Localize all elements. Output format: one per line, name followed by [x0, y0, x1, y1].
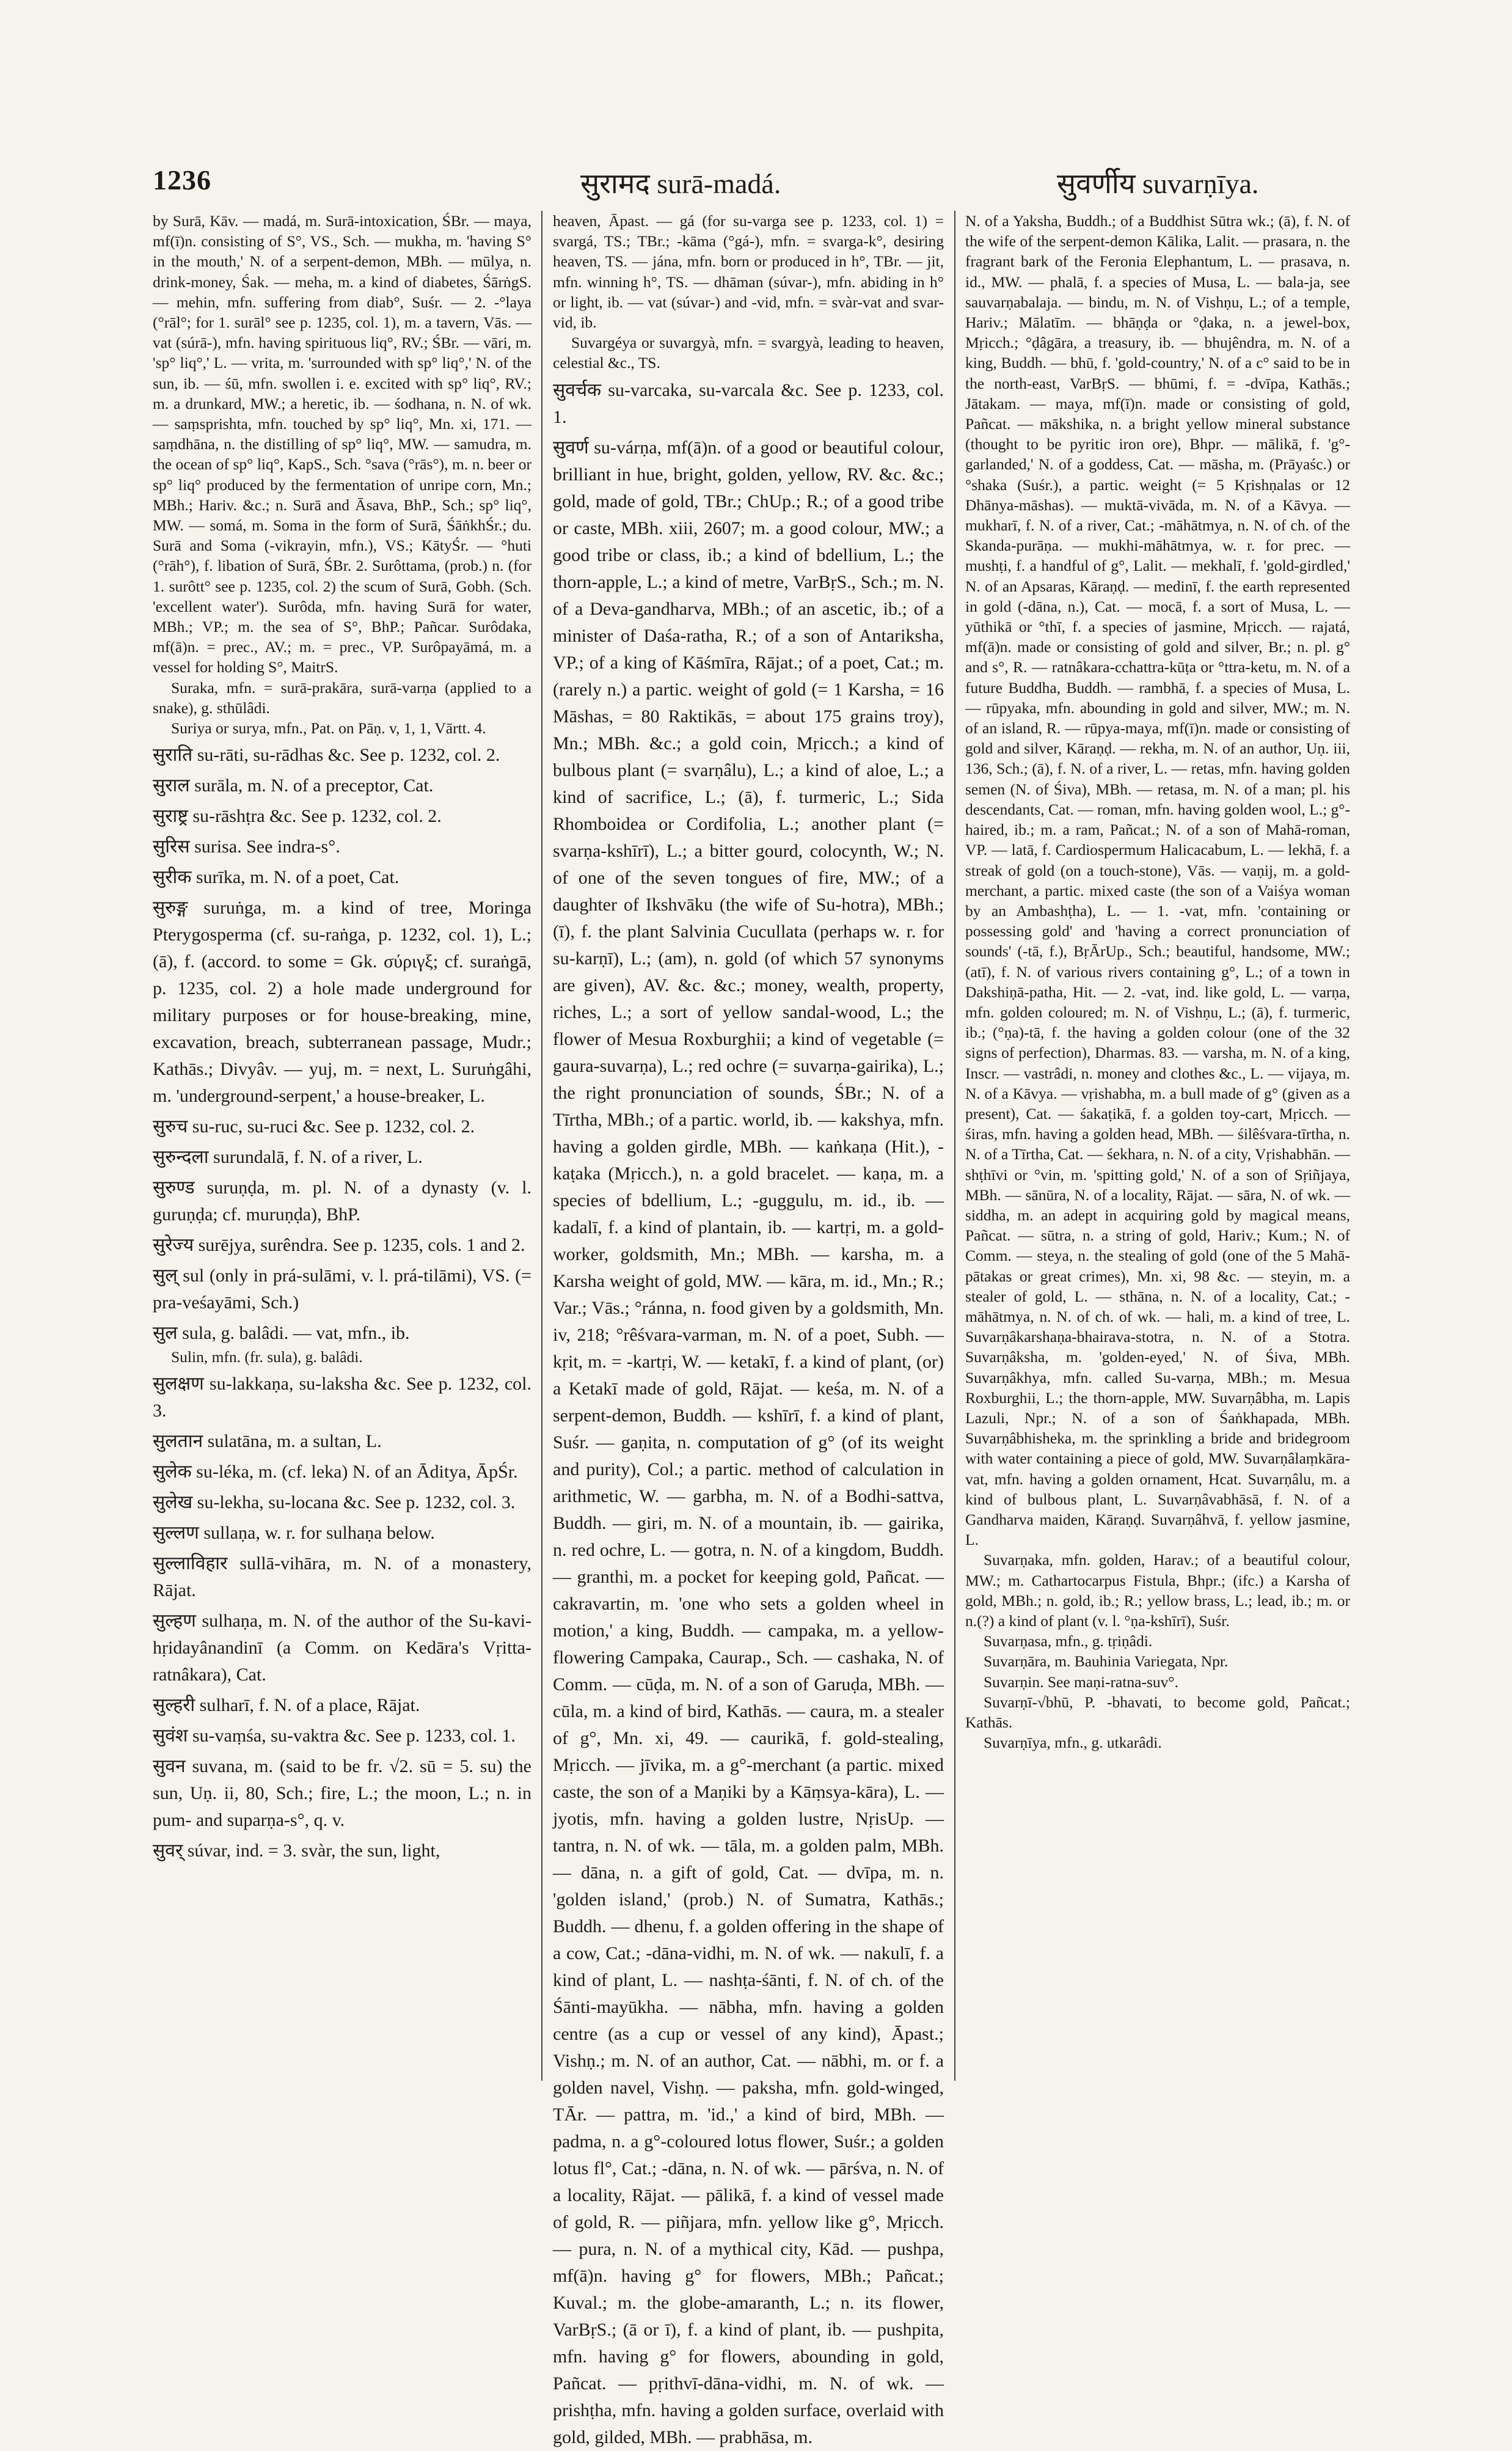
left-running-head: सुरामद surā-madá.	[580, 168, 781, 199]
column-1	[153, 211, 531, 2081]
dictionary-entry: Suvarṇin. See maṇi-ratna-suv°.	[984, 1672, 1178, 1691]
dictionary-entry: Suvarṇīya, mfn., g. utkarâdi.	[984, 1734, 1162, 1752]
dictionary-entry: सुरेज्य surējya, surêndra. See p. 1235, cols. 1 and 2.	[153, 1235, 525, 1256]
dictionary-entry: N. of a Yaksha, Buddh.; of a Buddhist Sūtra wk.; (ā), f. N. of the wife of the serpent-demon Kālika, Lalit. — prasara, n. the fragrant bark of the Feronia Elephantum, L. — prasava, n. id., MW. — phalā, f. a species of Musa, L. — bala-ja, see sauvarṇabalaja. — bindu, m. N. of Vishṇu, L.; of a temple, Hariv.; Mālatīm. — bhāṇḍa or °ḍaka, n. a jewel-box, Mṛicch.; °ḍâgāra, a treasury, ib. — bhujêndra, m. N. of a king, Buddh. — bhū, f. 'gold-country,' N. of a c° said to be in the north-east, VarBṛS. — bhūmi, f. = -dvīpa, Kathās.; Jātakam. — maya, mf(ī)n. made or consisting of gold, Pañcat. — mākshika, n. a bright yellow mineral substance (thought to be pyritic iron ore), Bhpr. — mālikā, f. 'g°-garlanded,' N. of a goddess, Cat. — māsha, m. (Prāyaśc.) or °shaka (Suśr.), a partic. weight (= 5 Kṛishṇalas or 12 Dhānya-māshas). — muktā-vivāda, m. N. of a Kāvya. — mukharī, f. N. of a river, Cat.; -māhātmya, n. N. of ch. of the Skanda-purāṇa. — mukhi-māhātmya, w. r. for prec. — mushṭi, f. a handful of g°, Lalit. — mekhalī, f. 'gold-girdled,' N. of an Apsaras, Kāraṇḍ. — medinī, f. the earth represented in gold (-dāna, n.), Cat. — mocā, f. a sort of Musa, L. — yūthikā or °thī, f. a species of jasmine, Mṛicch. — rajatá, mf(ā)n. made or consisting of gold and silver, Br.; n. pl. g° and s°, R. — ratnâkara-cchattra-kūṭa or °ttra-ketu, m. N. of a future Buddha, Buddh. — rambhā, f. a species of Musa, L. — rūpyaka, mfn. abounding in gold and silver, MW.; m. N. of an island, R. — rūpya-maya, mf(ī)n. made or consisting of gold and silver, Kāraṇḍ. — rekha, m. N. of an author, Uṇ. iii, 136, Sch.; (ā), f. N. of a river, L. — retas, mfn. having golden semen (N. of Śiva), MBh. — retasa, m. N. of a man; pl. his descendants, Cat. — roman, mfn. having golden wool, L.; g°-haired, ib.; m. a ram, Pañcat.; N. of a son of Mahā-roman, VP. — latā, f. Cardiospermum Halicacabum, L. — lekhā, f. a streak of gold (on a touch-stone), Vās. — vaṇij, m. a gold-merchant, a partic. mixed caste (the son of a Vaiśya woman by an Ambashṭha), L. — 1. -vat, mfn. 'containing or possessing gold' and 'having a correct pronunciation of sounds' (-tā, f.), BṛĀrUp., Sch.; beautiful, handsome, MW.; (atī), f. N. of various rivers containing g°, L.; of a town in Dakshiṇā-patha, Hit. — 2. -vat, ind. like gold, L. — varṇa, mfn. golden coloured; m. N. of Vishṇu, L.; (ā), f. turmeric, ib.; (°ṇa)-tā, f. the having a golden colour (one of the 32 signs of perfection), Dharmas. 83. — varsha, m. N. of a king, Inscr. — vastrâdi, n. money and clothes &c., L. — vijaya, m. N. of a Kāvya. — vṛishabha, m. a bull made of g° (given as a present), Cat. — śakaṭikā, f. a golden toy-cart, Mṛicch. — śiras, mfn. having a golden head, MBh. — śilêśvara-tīrtha, n. N. of a Tīrtha, Cat. — śekhara, n. N. of a city, Vṛishabhān. — shṭhīvi or °vin, m. 'spitting gold,' N. of a son of Sṛiñjaya, MBh. — sānūra, N. of a locality, Rājat. — sāra, N. of wk. — siddha, m. an adept in acquiring gold by magical means, Pañcat. — sūtra, n. a string of gold, Hariv.; Kum.; N. of Comm. — steya, n. the stealing of gold (one of the 5 Mahā-pātakas or great crimes), Mn. xi, 98 &c. — steyin, m. a stealer of gold, L. — sthāna, n. N. of a locality, Cat.; -māhātmya, n. N. of ch. of wk. — hali, m. a kind of tree, L. Suvarṇâkarshaṇa-bhairava-stotra, n. N. of a Stotra. Suvarṇâksha, m. 'golden-eyed,' N. of Śiva, MBh. Suvarṇâkhya, mfn. called Su-varṇa, MBh.; m. Mesua Roxburghii, L.; the thorn-apple, MW. Suvarṇâbha, m. Lapis Lazuli, Npr.; N. of a son of Śaṅkhapada, MBh. Suvarṇâbhisheka, m. the sprinkling a bride and bridegroom with water containing a piece of gold, MW. Suvarṇâlaṃkāra-vat, mfn. having a golden ornament, Hcat. Suvarṇâlu, m. a kind of bulbous plant, L. Suvarṇâvabhāsā, f. N. of a Gandharva maiden, Kāraṇḍ. Suvarṇâhvā, f. yellow jasmine, L.	[965, 212, 1350, 1549]
dictionary-entry: सुरुण्ड suruṇḍa, m. pl. N. of a dynasty (v. l. guruṇḍa; cf. muruṇḍa), BhP.	[153, 1178, 531, 1225]
dictionary-entry: सुराष्ट्र su-rāshṭra &c. See p. 1232, col. 2.	[153, 806, 442, 827]
dictionary-entry: सुवर्चक su-varcaka, su-varcala &c. See p. 1233, col. 1.	[553, 379, 944, 427]
right-running-head: सुवर्णीय suvarṇīya.	[1057, 168, 1259, 199]
column-2	[553, 211, 944, 2447]
dictionary-entry: सुलतान sulatāna, m. a sultan, L.	[153, 1431, 382, 1452]
dictionary-entry: सुलक्षण su-lakkaṇa, su-laksha &c. See p. 1232, col. 3.	[153, 1374, 531, 1421]
dictionary-entry: सुल sula, g. balâdi. — vat, mfn., ib.	[153, 1323, 410, 1344]
column-divider-1	[541, 211, 542, 2081]
column-divider-2	[954, 211, 955, 2081]
page-number: 1236	[153, 164, 211, 196]
dictionary-entry: सुराल surāla, m. N. of a preceptor, Cat.	[153, 775, 434, 796]
dictionary-entry: सुरुन्दला surundalā, f. N. of a river, L.	[153, 1147, 423, 1168]
dictionary-entry: सुरिस surisa. See indra-s°.	[153, 837, 340, 857]
dictionary-entry: Suraka, mfn. = surā-prakāra, surā-varṇa (applied to a snake), g. sthūlâdi.	[153, 678, 531, 717]
dictionary-entry: सुवंश su-vaṃśa, su-vaktra &c. See p. 1233, col. 1.	[153, 1726, 516, 1746]
dictionary-entry: by Surā, Kāv. — madá, m. Surā-intoxication, ŚBr. — maya, mf(ī)n. consisting of S°, VS., Sch. — mukha, m. 'having S° in the mouth,' N. of a serpent-demon, MBh. — mūlya, n. drink-money, Śak. — meha, m. a kind of diabetes, ŚārṅgS. — mehin, mfn. suffering from diab°, Suśr. — 2. -°laya (°rāl°; for 1. surāl° see p. 1235, col. 1), m. a tavern, Vās. — vat (súrā-), mfn. having spirituous liq°, RV.; ŚBr. — vāri, m. 'sp° liq°,' L. — vrita, m. 'surrounded with sp° liq°,' N. of the sun, ib. — śū, mfn. swollen i. e. excited with sp° liq°, RV.; m. a drunkard, MW.; a heretic, ib. — śodhana, n. N. of wk. — saṃsprishta, mfn. touched by sp° liq°, Mn. xi, 171. — saṃdhāna, n. the distilling of sp° liq°, MW. — samudra, m. the ocean of sp° liq°, KapS., Sch. °sava (°rās°), m. n. beer or sp° liq° produced by the fermentation of unripe corn, Mn.; MBh.; Hariv. &c.; n. Surā and Āsava, BhP., Sch.; sp° liq°, MW. — somá, m. Soma in the form of Surā, ŚāṅkhŚr.; du. Surā and Soma (-vikrayin, mfn.), VS.; KātyŚr. — °huti (°rāh°), f. libation of Surā, ŚBr. 2. Surôttama, (prob.) n. (for 1. surôtt° see p. 1235, col. 2) the scum of Surā, Gobh. (Sch. 'excellent water'). Surôda, mfn. having Surā for water, MBh.; VP.; m. the sea of S°, BhP.; Pañcar. Surôdaka, mf(ā)n. = prec., AV.; m. = prec., VP. Surôpayāmá, m. a vessel for holding S°, MaitrS.	[153, 212, 531, 676]
dictionary-entry: सुराति su-rāti, su-rādhas &c. See p. 1232, col. 2.	[153, 745, 500, 766]
dictionary-entry: सुल्लाविहार sullā-vihāra, m. N. of a monastery, Rājat.	[153, 1553, 531, 1601]
dictionary-entry: Suvarṇasa, mfn., g. tṛiṇâdi.	[984, 1632, 1153, 1650]
column-3	[965, 211, 1350, 2081]
dictionary-entry: सुलेख su-lekha, su-locana &c. See p. 1232, col. 3.	[153, 1492, 516, 1513]
dictionary-entry: Suvarṇī-√bhū, P. -bhavati, to become gold, Pañcat.; Kathās.	[965, 1693, 1350, 1732]
dictionary-entry: सुरीक surīka, m. N. of a poet, Cat.	[153, 867, 400, 888]
dictionary-entry: Suvargéya or suvargyà, mfn. = svargyà, leading to heaven, celestial &c., TS.	[553, 334, 944, 372]
dictionary-entry: सुल्हरी sulharī, f. N. of a place, Rājat.	[153, 1695, 420, 1716]
dictionary-entry: सुलेक su-léka, m. (cf. leka) N. of an Āditya, ĀpŚr.	[153, 1462, 518, 1482]
dictionary-entry: Suvarṇāra, m. Bauhinia Variegata, Npr.	[984, 1652, 1229, 1671]
dictionary-entry: सुरुङ्ग suruṅga, m. a kind of tree, Moringa Pterygosperma (cf. su-raṅga, p. 1232, col. 1), L.; (ā), f. (accord. to some = Gk. σύριγξ; cf. suraṅgā, p. 1235, col. 2) a hole made underground for military purposes or for house-breaking, mine, excavation, breach, subterranean passage, Mudr.; Kathās.; Divyâv. — yuj, m. = next, L. Suruṅgâhi, m. 'underground-serpent,' a house-breaker, L.	[153, 898, 531, 1107]
dictionary-entry: सुल्हण sulhaṇa, m. N. of the author of the Su-kavi-hṛidayânandinī (a Comm. on Kedāra's Vṛitta-ratnâkara), Cat.	[153, 1611, 531, 1685]
dictionary-entry: सुल्लण sullaṇa, w. r. for sulhaṇa below.	[153, 1523, 435, 1544]
dictionary-entry: Suvarṇaka, mfn. golden, Harav.; of a beautiful colour, MW.; m. Cathartocarpus Fistula, Bhpr.; (ifc.) a Karsha of gold, MBh.; n. gold, ib.; R.; yellow brass, L.; lead, ib.; m. or n.(?) a kind of plant (v. l. °ṇa-kshīrī), Suśr.	[965, 1551, 1350, 1630]
dictionary-entry: सुल् sul (only in prá-sulāmi, v. l. prá-tilāmi), VS. (= pra-veśayāmi, Sch.)	[153, 1266, 531, 1313]
page-header	[153, 164, 1344, 207]
dictionary-entry: सुरुच su-ruc, su-ruci &c. See p. 1232, col. 2.	[153, 1116, 475, 1137]
dictionary-entry: Suriya or surya, mfn., Pat. on Pāṇ. v, 1, 1, Vārtt. 4.	[171, 719, 486, 738]
dictionary-entry: heaven, Āpast. — gá (for su-varga see p. 1233, col. 1) = svargá, TS.; TBr.; -kāma (°gá-), mfn. = svarga-k°, desiring heaven, TS. — jána, mfn. born or produced in h°, TBr. — jit, mfn. winning h°, TS. — dhāman (súvar-), mfn. abiding in h° or light, ib. — vat (súvar-) and -vid, mfn. = svàr-vat and svar-vid, ib.	[553, 212, 944, 332]
dictionary-entry: सुवर्ण su-várṇa, mf(ā)n. of a good or beautiful colour, brilliant in hue, bright, golden, yellow, RV. &c. &c.; gold, made of gold, TBr.; ChUp.; R.; of a good tribe or caste, MBh. xiii, 2607; m. a good colour, MW.; a good tribe or class, ib.; a kind of bdellium, L.; the thorn-apple, L.; a kind of metre, VarBṛS., Sch.; m. N. of a Deva-gandharva, MBh.; of an ascetic, ib.; of a minister of Daśa-ratha, R.; of a son of Antariksha, VP.; of a king of Kāśmīra, Rājat.; of a poet, Cat.; m. (rarely n.) a partic. weight of gold (= 1 Karsha, = 16 Māshas, = 80 Raktikās, = about 175 grains troy), Mn.; MBh. &c.; a gold coin, Mṛicch.; a kind of bulbous plant (= svarṇâlu), L.; a kind of aloe, L.; a kind of sacrifice, L.; (ā), f. turmeric, L.; Sida Rhomboidea or Cordifolia, L.; another plant (= svarṇa-kshīrī), L.; a bitter gourd, colocynth, W.; N. of one of the seven tongues of fire, MW.; of a daughter of Ikshvāku (the wife of Su-hotra), MBh.; (ī), f. the plant Salvinia Cucullata (perhaps w. r. for su-karṇī), L.; (am), n. gold (of which 57 synonyms are given), AV. &c. &c.; money, wealth, property, riches, L.; a sort of yellow sandal-wood, L.; the flower of Mesua Roxburghii; a kind of vegetable (= gaura-suvarṇa), L.; red ochre (= suvarṇa-gairika), L.; the right pronunciation of sounds, ŚBr.; N. of a Tīrtha, MBh.; of a partic. world, ib. — kakshya, mfn. having a golden girdle, MBh. — kaṅkaṇa (Hit.), -kaṭaka (Mṛicch.), n. a gold bracelet. — kaṇa, m. a species of bdellium, L.; -guggulu, m. id., ib. — kadalī, f. a kind of plantain, ib. — kartṛi, m. a gold-worker, goldsmith, Mn.; MBh. — karsha, m. a Karsha weight of gold, MW. — kāra, m. id., Mn.; R.; Var.; Vās.; °ránna, n. food given by a goldsmith, Mn. iv, 218; °rêśvara-varman, m. N. of a poet, Subh. — kṛit, m. = -kartṛi, W. — ketakī, f. a kind of plant, (or) a Ketakī made of gold, Rājat. — keśa, m. N. of a serpent-demon, Buddh. — kshīrī, f. a kind of plant, Suśr. — gaṇita, n. computation of g° (of its weight and purity), Col.; a partic. method of calculation in arithmetic, W. — garbha, m. N. of a Bodhi-sattva, Buddh. — giri, m. N. of a mountain, ib. — gairika, n. red ochre, L. — gotra, n. N. of a kingdom, Buddh. — granthi, m. a pocket for keeping gold, Pañcat. — cakravartin, m. 'one who sets a golden wheel in motion,' a king, Buddh. — campaka, m. a yellow-flowering Campaka, Caurap., Sch. — cashaka, N. of Comm. — cūḍa, m. N. of a son of Garuḍa, MBh. — cūla, m. a kind of bird, Kathās. — caura, m. a stealer of g°, Mn. xi, 49. — caurikā, f. gold-stealing, Mṛicch. — jīvika, m. a g°-merchant (a partic. mixed caste, the son of a Maṇiki by a Kāṃsya-kāra), L. — jyotis, mfn. having a golden lustre, NṛisUp. — tantra, n. N. of wk. — tāla, m. a golden palm, MBh. — dāna, n. a gift of gold, Cat. — dvīpa, m. n. 'golden island,' (prob.) N. of Sumatra, Kathās.; Buddh. — dhenu, f. a golden offering in the shape of a cow, Cat.; -dāna-vidhi, m. N. of wk. — nakulī, f. a kind of plant, L. — nashṭa-śānti, f. N. of ch. of the Śānti-mayūkha. — nābha, mfn. having a golden centre (as a cup or vessel of any kind), Āpast.; Vishṇ.; m. N. of an author, Cat. — nābhi, m. or f. a golden navel, Vishṇ. — paksha, mfn. gold-winged, TĀr. — pattra, m. 'id.,' a kind of bird, MBh. — padma, n. a g°-coloured lotus flower, Suśr.; a golden lotus fl°, Cat.; -dāna, n. N. of wk. — pārśva, n. N. of a locality, Rājat. — pālikā, f. a kind of vessel made of gold, R. — piñjara, mfn. yellow like g°, Mṛicch. — pura, n. N. of a mythical city, Kād. — pushpa, mf(ā)n. having g° for flowers, MBh.; Pañcat.; Kuval.; m. the globe-amaranth, L.; n. its flower, VarBṛS.; (ā or ī), f. a kind of plant, ib. — pushpita, mfn. having g° for flowers, abounding in gold, Pañcat. — pṛithvī-dāna-vidhi, m. N. of wk. — prishṭha, mfn. having a golden surface, overlaid with gold, gilded, MBh. — prabhāsa, m.	[553, 437, 944, 2447]
dictionary-entry: सुवर् súvar, ind. = 3. svàr, the sun, light,	[153, 1841, 440, 1861]
dictionary-entry: Sulin, mfn. (fr. sula), g. balâdi.	[171, 1348, 363, 1366]
dictionary-entry: सुवन suvana, m. (said to be fr. √2. sū = 5. su) the sun, Uṇ. ii, 80, Sch.; fire, L.; the moon, L.; n. in pum- and suparṇa-s°, q. v.	[153, 1756, 531, 1831]
